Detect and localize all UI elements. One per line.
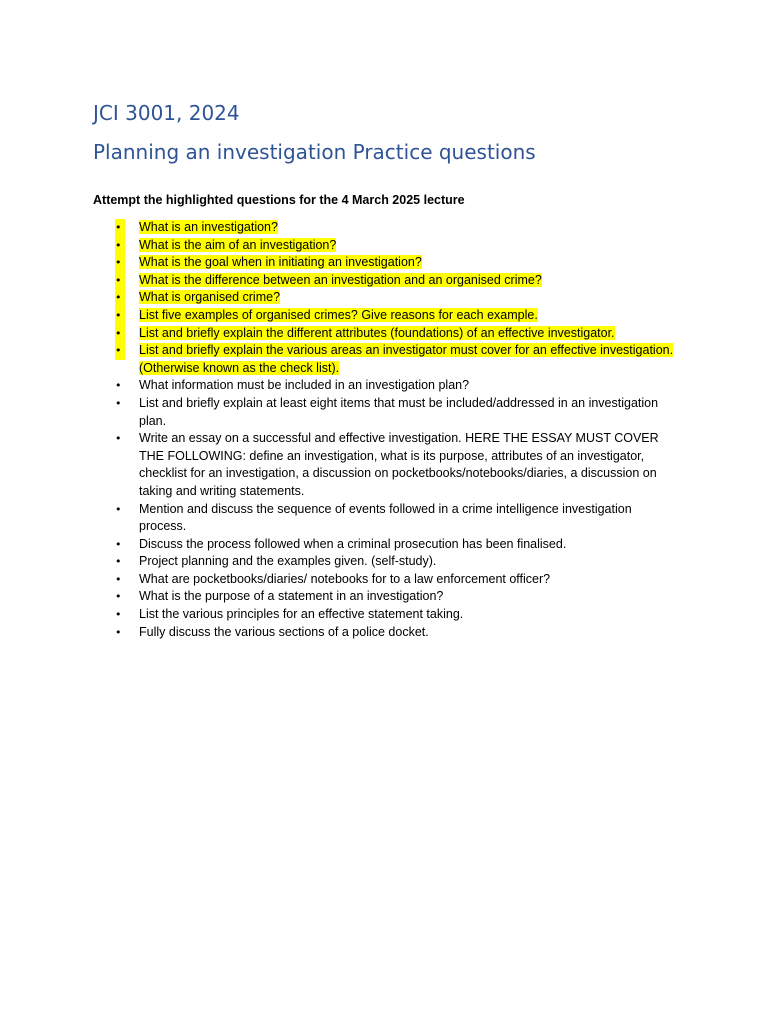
bullet-icon: •	[115, 396, 122, 410]
document-title: Planning an investigation Practice questions	[93, 140, 536, 164]
bullet-icon: •	[115, 625, 122, 639]
bullet-icon: •	[115, 219, 125, 237]
question-item	[115, 430, 675, 500]
question-item	[115, 289, 675, 307]
question-text: What is organised crime?	[139, 290, 281, 305]
question-item	[115, 237, 675, 255]
question-item	[115, 606, 675, 624]
question-text: Mention and discuss the sequence of events followed in a crime intelligence investigation process.	[139, 501, 632, 534]
question-item	[115, 342, 675, 377]
question-item	[115, 272, 675, 290]
question-item	[115, 624, 675, 642]
question-item	[115, 395, 675, 430]
bullet-icon: •	[115, 537, 122, 551]
question-text: List five examples of organised crimes? Give reasons for each example.	[139, 307, 538, 322]
question-text: What is an investigation?	[139, 220, 278, 234]
question-list	[115, 219, 675, 641]
question-text: List and briefly explain the different attributes (foundations) of an effective investigator.	[139, 325, 615, 340]
bullet-icon: •	[115, 590, 122, 604]
question-text: List and briefly explain at least eight items that must be included/addressed in an investigation plan.	[139, 395, 659, 428]
question-text: What is the aim of an investigation?	[139, 237, 337, 252]
question-text: Project planning and the examples given. (self-study).	[139, 554, 437, 569]
question-item	[115, 588, 675, 606]
bullet-icon: •	[115, 608, 122, 622]
question-item	[115, 307, 675, 325]
question-item	[115, 553, 675, 571]
question-text: What are pocketbooks/diaries/ notebooks for to a law enforcement officer?	[139, 571, 551, 586]
question-text: List and briefly explain the various areas an investigator must cover for an effective investigation. (Otherwise known as the check list).	[139, 343, 674, 375]
bullet-icon: •	[115, 325, 125, 343]
question-text: Write an essay on a successful and effective investigation. HERE THE ESSAY MUST COVER THE FOLLOWING: define an investigation, what is its purpose, attributes of an investigator, checklist for an investigation, a discussion on pocketbooks/notebooks/diaries, a discussion on taking and writing statements.	[139, 431, 659, 498]
question-item	[115, 571, 675, 589]
bullet-icon: •	[115, 237, 125, 255]
question-text: List the various principles for an effective statement taking.	[139, 607, 464, 622]
question-text: Fully discuss the various sections of a police docket.	[139, 624, 429, 639]
bullet-icon: •	[115, 307, 125, 325]
course-heading: JCI 3001, 2024	[93, 101, 240, 125]
bullet-icon: •	[115, 502, 122, 516]
question-text: What is the difference between an investigation and an organised crime?	[139, 272, 542, 287]
question-item	[115, 501, 675, 536]
bullet-icon: •	[115, 379, 122, 393]
question-item	[115, 219, 675, 237]
bullet-icon: •	[115, 289, 125, 307]
question-item	[115, 325, 675, 343]
question-item	[115, 536, 675, 554]
question-item	[115, 377, 675, 395]
question-text: What information must be included in an investigation plan?	[139, 378, 470, 393]
instruction-text: Attempt the highlighted questions for the 4 March 2025 lecture	[93, 193, 465, 207]
question-text: What is the goal when in initiating an investigation?	[139, 255, 422, 270]
bullet-icon: •	[115, 272, 125, 290]
bullet-icon: •	[115, 572, 122, 586]
question-text: Discuss the process followed when a criminal prosecution has been finalised.	[139, 536, 567, 551]
bullet-icon: •	[115, 342, 125, 360]
question-item	[115, 254, 675, 272]
bullet-icon: •	[115, 432, 122, 446]
question-text: What is the purpose of a statement in an investigation?	[139, 589, 444, 604]
bullet-icon: •	[115, 254, 125, 272]
bullet-icon: •	[115, 555, 122, 569]
